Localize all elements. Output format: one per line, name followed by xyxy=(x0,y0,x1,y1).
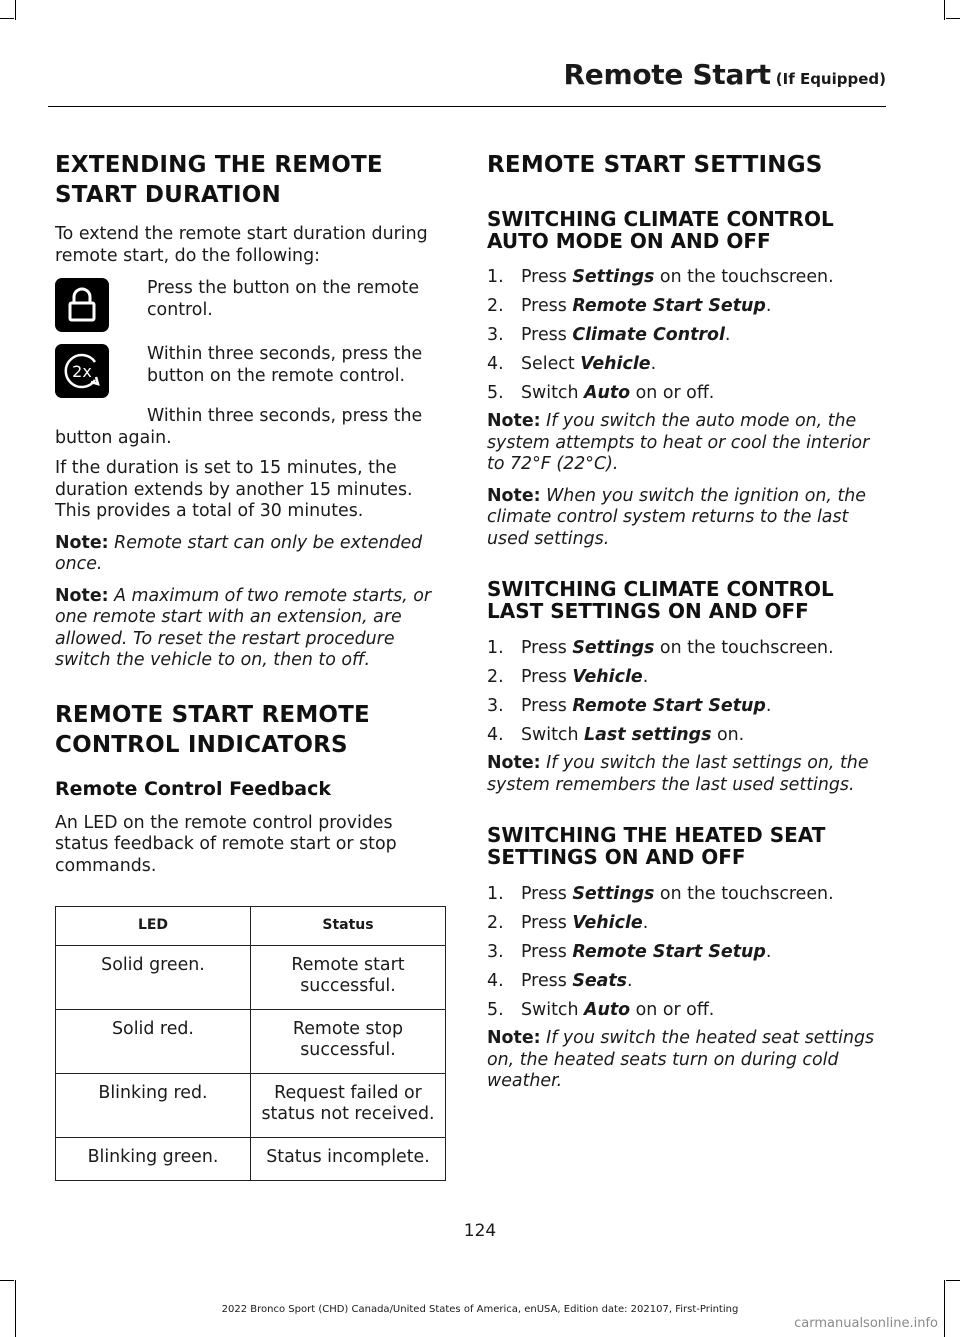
list-item: 4. Select Vehicle. xyxy=(487,354,657,374)
crop-mark xyxy=(944,0,945,20)
extend-intro: To extend the remote start duration during remote start, do the following: xyxy=(55,224,428,266)
extend-note-1: Note: Remote start can only be extended once. xyxy=(55,532,423,574)
crop-mark xyxy=(0,18,14,19)
list-item: 3. Press Remote Start Setup. xyxy=(487,696,772,716)
column-header-led: LED xyxy=(56,907,251,946)
extend-step-3: Within three seconds, press the button again. xyxy=(55,406,423,448)
status-cell: Remote stop successful. xyxy=(251,1010,446,1074)
left-column xyxy=(55,150,447,1181)
led-cell: Blinking red. xyxy=(56,1074,251,1138)
header-rule xyxy=(48,106,886,107)
climate-last-steps xyxy=(487,637,883,746)
list-item: 3. Press Climate Control. xyxy=(487,325,731,345)
led-status-table xyxy=(55,906,446,1181)
climate-auto-note-2: Note: When you switch the ignition on, the climate control system returns to the last used settings. xyxy=(487,485,866,549)
list-item: 1. Press Settings on the touchscreen. xyxy=(487,638,834,658)
table-header-row xyxy=(56,907,446,946)
crop-mark xyxy=(0,1280,14,1281)
indicators-subheading: Remote Control Feedback xyxy=(55,777,332,800)
footer-edition: 2022 Bronco Sport (CHD) Canada/United States of America, enUSA, Edition date: 202107, First-Printing xyxy=(221,1304,739,1315)
extend-note-2: Note: A maximum of two remote starts, or one remote start with an extension, are allowed. To reset the restart procedure switch the vehicle to on, then to off. xyxy=(55,585,432,670)
heated-seat-heading: SWITCHING THE HEATED SEAT SETTINGS ON AND OFF xyxy=(487,823,826,869)
page-subtitle: (If Equipped) xyxy=(775,70,886,88)
list-item: 2. Press Vehicle. xyxy=(487,913,649,933)
climate-auto-steps xyxy=(487,266,883,404)
extend-step-2-text: Within three seconds, press the button on the remote control. xyxy=(147,344,423,386)
page-number: 124 xyxy=(463,1221,497,1241)
led-cell: Solid red. xyxy=(56,1010,251,1074)
list-item: 1. Press Settings on the touchscreen. xyxy=(487,884,834,904)
list-item: 2. Press Vehicle. xyxy=(487,667,649,687)
led-cell: Blinking green. xyxy=(56,1138,251,1181)
extend-duration: If the duration is set to 15 minutes, the duration extends by another 15 minutes. This provides a total of 30 minutes. xyxy=(55,458,413,521)
extend-step-1 xyxy=(55,278,447,332)
table-row xyxy=(56,1010,446,1074)
right-column xyxy=(487,150,883,1093)
indicators-intro: An LED on the remote control provides status feedback of remote start or stop commands. xyxy=(55,812,397,876)
heated-seat-steps xyxy=(487,883,883,1021)
extend-heading: EXTENDING THE REMOTE START DURATION xyxy=(55,152,383,208)
page-header xyxy=(48,58,886,91)
heated-seat-note: Note: If you switch the heated seat settings on, the heated seats turn on during cold weather. xyxy=(487,1028,875,1091)
crop-mark xyxy=(15,0,16,20)
indicators-heading: REMOTE START REMOTE CONTROL INDICATORS xyxy=(55,701,370,758)
extend-step-1-text: Press the button on the remote control. xyxy=(147,278,420,320)
led-cell: Solid green. xyxy=(56,946,251,1010)
list-item: 1. Press Settings on the touchscreen. xyxy=(487,267,834,287)
climate-auto-note-1: Note: If you switch the auto mode on, the system attempts to heat or cool the interior to 72°F (22°C). xyxy=(487,411,870,474)
remote-start-2x-icon xyxy=(55,344,109,398)
watermark: carmanualsonline.info xyxy=(794,1316,938,1331)
climate-last-heading: SWITCHING CLIMATE CONTROL LAST SETTINGS ON AND OFF xyxy=(487,577,834,623)
list-item: 4. Switch Last settings on. xyxy=(487,725,745,745)
settings-heading: REMOTE START SETTINGS xyxy=(487,152,823,178)
crop-mark xyxy=(946,18,960,19)
lock-icon xyxy=(55,278,109,332)
list-item: 2. Press Remote Start Setup. xyxy=(487,296,772,316)
table-row xyxy=(56,946,446,1010)
status-cell: Remote start successful. xyxy=(251,946,446,1010)
list-item: 3. Press Remote Start Setup. xyxy=(487,942,772,962)
status-cell: Status incomplete. xyxy=(251,1138,446,1181)
list-item: 5. Switch Auto on or off. xyxy=(487,1000,715,1020)
list-item: 4. Press Seats. xyxy=(487,971,633,991)
remote-start-2x-label: 2x xyxy=(72,362,92,381)
list-item: 5. Switch Auto on or off. xyxy=(487,383,715,403)
crop-mark xyxy=(946,1280,960,1281)
table-row xyxy=(56,1138,446,1181)
page-title: Remote Start xyxy=(563,58,771,91)
climate-last-note: Note: If you switch the last settings on, the system remembers the last used settings. xyxy=(487,753,869,795)
climate-auto-heading: SWITCHING CLIMATE CONTROL AUTO MODE ON AND OFF xyxy=(487,207,834,253)
table-row xyxy=(56,1074,446,1138)
status-cell: Request failed or status not received. xyxy=(251,1074,446,1138)
extend-step-2 xyxy=(55,344,447,398)
column-header-status: Status xyxy=(251,907,446,946)
